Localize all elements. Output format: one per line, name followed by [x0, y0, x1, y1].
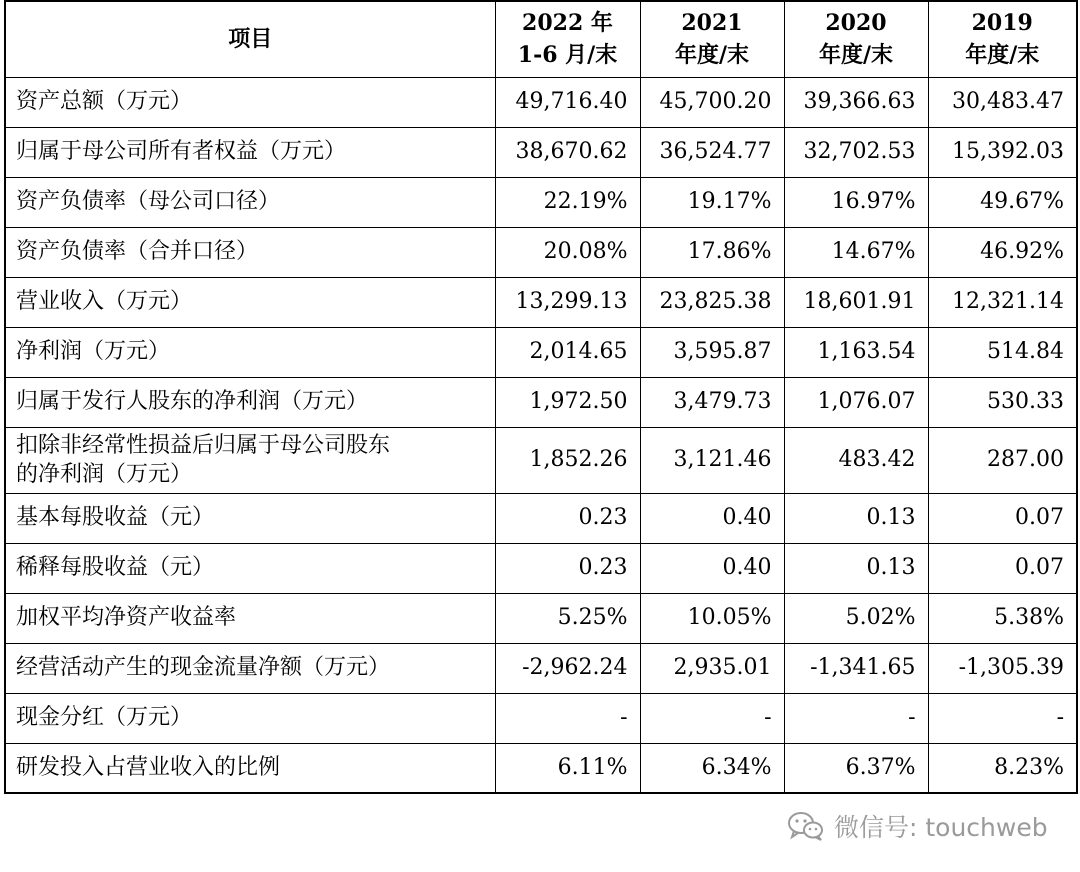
value-cell: 13,299.13 — [495, 277, 640, 327]
row-label-line: 资产负债率（母公司口径） — [16, 189, 281, 214]
value-cell: 0.13 — [784, 493, 928, 543]
value-cell: 6.11% — [495, 743, 640, 793]
value-cell: 0.23 — [495, 543, 640, 593]
row-label — [5, 277, 495, 327]
row-label — [5, 543, 495, 593]
value-cell: 1,852.26 — [495, 427, 640, 493]
row-label-line: 的净利润（万元） — [16, 462, 193, 487]
value-cell: 10.05% — [640, 593, 784, 643]
value-cell: - — [495, 693, 640, 743]
row-label — [5, 427, 495, 493]
value-cell: 3,479.73 — [640, 377, 784, 427]
value-cell: 2,935.01 — [640, 643, 784, 693]
value-cell: 0.07 — [928, 493, 1077, 543]
value-cell: 19.17% — [640, 177, 784, 227]
value-cell: 12,321.14 — [928, 277, 1077, 327]
value-cell: 6.37% — [784, 743, 928, 793]
table-row — [5, 327, 1077, 377]
value-cell: 15,392.03 — [928, 127, 1077, 177]
value-cell: 0.40 — [640, 543, 784, 593]
value-cell: 14.67% — [784, 227, 928, 277]
value-cell: 38,670.62 — [495, 127, 640, 177]
row-label-line: 资产负债率（合并口径） — [16, 239, 259, 264]
value-cell: 30,483.47 — [928, 77, 1077, 127]
table-row — [5, 743, 1077, 793]
row-label-line: 稀释每股收益（元） — [16, 555, 215, 580]
value-cell: 45,700.20 — [640, 77, 784, 127]
value-cell: 36,524.77 — [640, 127, 784, 177]
value-cell: 49,716.40 — [495, 77, 640, 127]
table-row — [5, 77, 1077, 127]
header-item: 项目 — [5, 1, 495, 77]
value-cell: 530.33 — [928, 377, 1077, 427]
value-cell: 18,601.91 — [784, 277, 928, 327]
value-cell: 17.86% — [640, 227, 784, 277]
row-label-line: 资产总额（万元） — [16, 89, 193, 114]
table-row — [5, 277, 1077, 327]
row-label — [5, 327, 495, 377]
row-label-line: 归属于发行人股东的净利润（万元） — [16, 389, 369, 414]
row-label — [5, 227, 495, 277]
value-cell: 39,366.63 — [784, 77, 928, 127]
value-cell: -1,305.39 — [928, 643, 1077, 693]
row-label — [5, 177, 495, 227]
header-row — [5, 1, 1077, 77]
value-cell: 16.97% — [784, 177, 928, 227]
value-cell: 287.00 — [928, 427, 1077, 493]
table-row — [5, 377, 1077, 427]
row-label — [5, 493, 495, 543]
row-label-line: 经营活动产生的现金流量净额（万元） — [16, 655, 391, 680]
value-cell: 483.42 — [784, 427, 928, 493]
value-cell: 22.19% — [495, 177, 640, 227]
table-row — [5, 127, 1077, 177]
value-cell: -2,962.24 — [495, 643, 640, 693]
table-row — [5, 643, 1077, 693]
value-cell: 6.34% — [640, 743, 784, 793]
row-label — [5, 127, 495, 177]
value-cell: 23,825.38 — [640, 277, 784, 327]
value-cell: 3,595.87 — [640, 327, 784, 377]
row-label-line: 加权平均净资产收益率 — [16, 605, 237, 630]
value-cell: 2,014.65 — [495, 327, 640, 377]
value-cell: -1,341.65 — [784, 643, 928, 693]
row-label — [5, 77, 495, 127]
row-label-line: 现金分红（万元） — [16, 705, 193, 730]
value-cell: - — [640, 693, 784, 743]
value-cell: 49.67% — [928, 177, 1077, 227]
value-cell: 0.23 — [495, 493, 640, 543]
value-cell: 20.08% — [495, 227, 640, 277]
table-row — [5, 693, 1077, 743]
value-cell: 8.23% — [928, 743, 1077, 793]
row-label-line: 归属于母公司所有者权益（万元） — [16, 139, 347, 164]
table-row — [5, 177, 1077, 227]
watermark — [786, 808, 1048, 844]
value-cell: 1,076.07 — [784, 377, 928, 427]
watermark-text: 微信号: touchweb — [834, 813, 1048, 842]
wechat-icon — [786, 810, 826, 842]
header-2019: 2019 年度/末 — [928, 1, 1077, 77]
value-cell: - — [928, 693, 1077, 743]
value-cell: - — [784, 693, 928, 743]
value-cell: 0.40 — [640, 493, 784, 543]
value-cell: 514.84 — [928, 327, 1077, 377]
value-cell: 3,121.46 — [640, 427, 784, 493]
row-label-line: 净利润（万元） — [16, 339, 171, 364]
financial-summary-table — [4, 0, 1078, 794]
row-label — [5, 377, 495, 427]
value-cell: 0.07 — [928, 543, 1077, 593]
table-row — [5, 543, 1077, 593]
row-label-line: 扣除非经常性损益后归属于母公司股东 — [16, 433, 391, 458]
value-cell: 0.13 — [784, 543, 928, 593]
table-row — [5, 227, 1077, 277]
row-label — [5, 593, 495, 643]
value-cell: 5.25% — [495, 593, 640, 643]
value-cell: 46.92% — [928, 227, 1077, 277]
row-label — [5, 743, 495, 793]
table-header — [5, 1, 1077, 77]
row-label — [5, 693, 495, 743]
header-2022h1: 2022 年 1-6 月/末 — [495, 1, 640, 77]
value-cell: 32,702.53 — [784, 127, 928, 177]
value-cell: 1,163.54 — [784, 327, 928, 377]
row-label — [5, 643, 495, 693]
row-label-line: 基本每股收益（元） — [16, 505, 215, 530]
value-cell: 1,972.50 — [495, 377, 640, 427]
header-2020: 2020 年度/末 — [784, 1, 928, 77]
row-label-line: 研发投入占营业收入的比例 — [16, 754, 281, 780]
table-row — [5, 493, 1077, 543]
table-body — [5, 77, 1077, 793]
row-label-line: 营业收入（万元） — [16, 289, 193, 314]
value-cell: 5.38% — [928, 593, 1077, 643]
table-row — [5, 593, 1077, 643]
table-row — [5, 427, 1077, 493]
header-2021: 2021 年度/末 — [640, 1, 784, 77]
value-cell: 5.02% — [784, 593, 928, 643]
